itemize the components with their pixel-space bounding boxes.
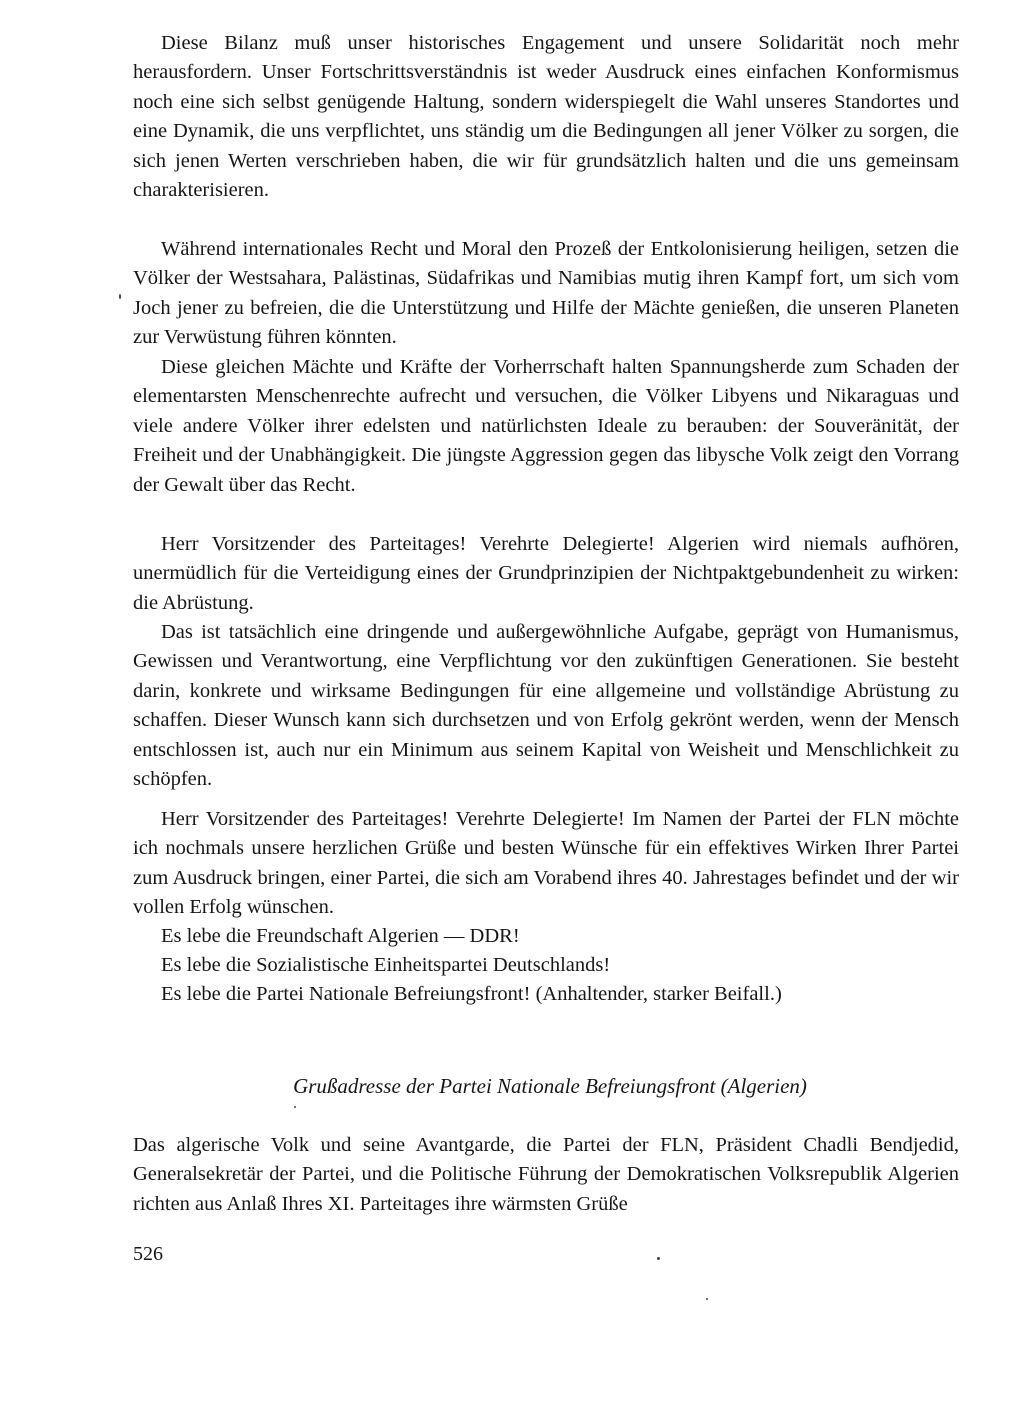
paragraph-4: Herr Vorsitzender des Parteitages! Verehrte Delegierte! Algerien wird niemals aufhören, unermüdlich für die Verteidigung eines der Grundprinzipien der Nichtpaktgebundenheit zu wirken: die Abrüstung. [133, 533, 959, 614]
closing-line-2: Es lebe die Sozialistische Einheitspartei Deutschlands! [161, 954, 611, 976]
section-heading: Grußadresse der Partei Nationale Befreiungsfront (Algerien) [293, 1074, 807, 1098]
paragraph-2: Während internationales Recht und Moral den Prozeß der Entkolonisierung heiligen, setzen die Völker der Westsahara, Palästinas, Südafrikas und Namibias mutig ihren Kampf fort, um sich vom Joch jener zu befreien, die die Unterstützung und Hilfe der Mächte genießen, die unseren Planeten zur Verwüstung führen könnten. [133, 238, 959, 349]
paragraph-5: Das ist tatsächlich eine dringende und außergewöhnliche Aufgabe, geprägt von Humanismus, Gewissen und Verantwortung, eine Verpflichtung vor den zukünftigen Generationen. Sie besteht darin, konkrete und wirksame Bedingungen für eine allgemeine und vollständige Abrüstung zu schaffen. Dieser Wunsch kann sich durchsetzen und von Erfolg gekrönt werden, wenn der Mensch entschlossen ist, auch nur ein Minimum aus seinem Kapital von Weisheit und Menschlichkeit zu schöpfen. [133, 621, 959, 791]
paragraph-1: Diese Bilanz muß unser historisches Engagement und unsere Solidarität noch mehr herausfordern. Unser Fortschrittsverständnis ist weder Ausdruck eines einfachen Konformismus noch eine sich selbst genügende Haltung, sondern widerspiegelt die Wahl unseres Standortes und eine Dynamik, die uns verpflichtet, uns ständig um die Bedingungen all jener Völker zu sorgen, die sich jenen Werten verschrieben haben, die wir für grundsätzlich halten und die uns gemeinsam charakterisieren. [133, 32, 959, 202]
closing-line-3: Es lebe die Partei Nationale Befreiungsfront! (Anhaltender, starker Beifall.) [161, 983, 782, 1005]
page-number: 526 [133, 1243, 163, 1265]
section-paragraph: Das algerische Volk und seine Avantgarde, die Partei der FLN, Präsident Chadli Bendjedid, Generalsekretär der Partei, und die Politische Führung der Demokratischen Volksrepublik Algerien richten aus Anlaß Ihres XI. Parteitages ihre wärmsten Grüße [133, 1134, 959, 1215]
scan-speck [119, 294, 121, 299]
paragraph-3: Diese gleichen Mächte und Kräfte der Vorherrschaft halten Spannungsherde zum Schaden der elementarsten Menschenrechte aufrecht und versuchen, die Völker Libyens und Nikaraguas und viele andere Völker ihrer edelsten und natürlichsten Ideale zu berauben: der Souveränität, der Freiheit und der Unabhängigkeit. Die jüngste Aggression gegen das libysche Volk zeigt den Vorrang der Gewalt über das Recht. [133, 356, 959, 496]
closing-line-1: Es lebe die Freundschaft Algerien — DDR! [161, 925, 520, 947]
scan-speck [657, 1257, 660, 1260]
paragraph-6: Herr Vorsitzender des Parteitages! Verehrte Delegierte! Im Namen der Partei der FLN möchte ich nochmals unsere herzlichen Grüße und besten Wünsche für ein effektives Wirken Ihrer Partei zum Ausdruck bringen, einer Partei, die sich am Vorabend ihres 40. Jahrestages befindet und der wir vollen Erfolg wünschen. [133, 808, 959, 919]
scan-speck [706, 1298, 708, 1300]
scan-speck [294, 1106, 296, 1108]
